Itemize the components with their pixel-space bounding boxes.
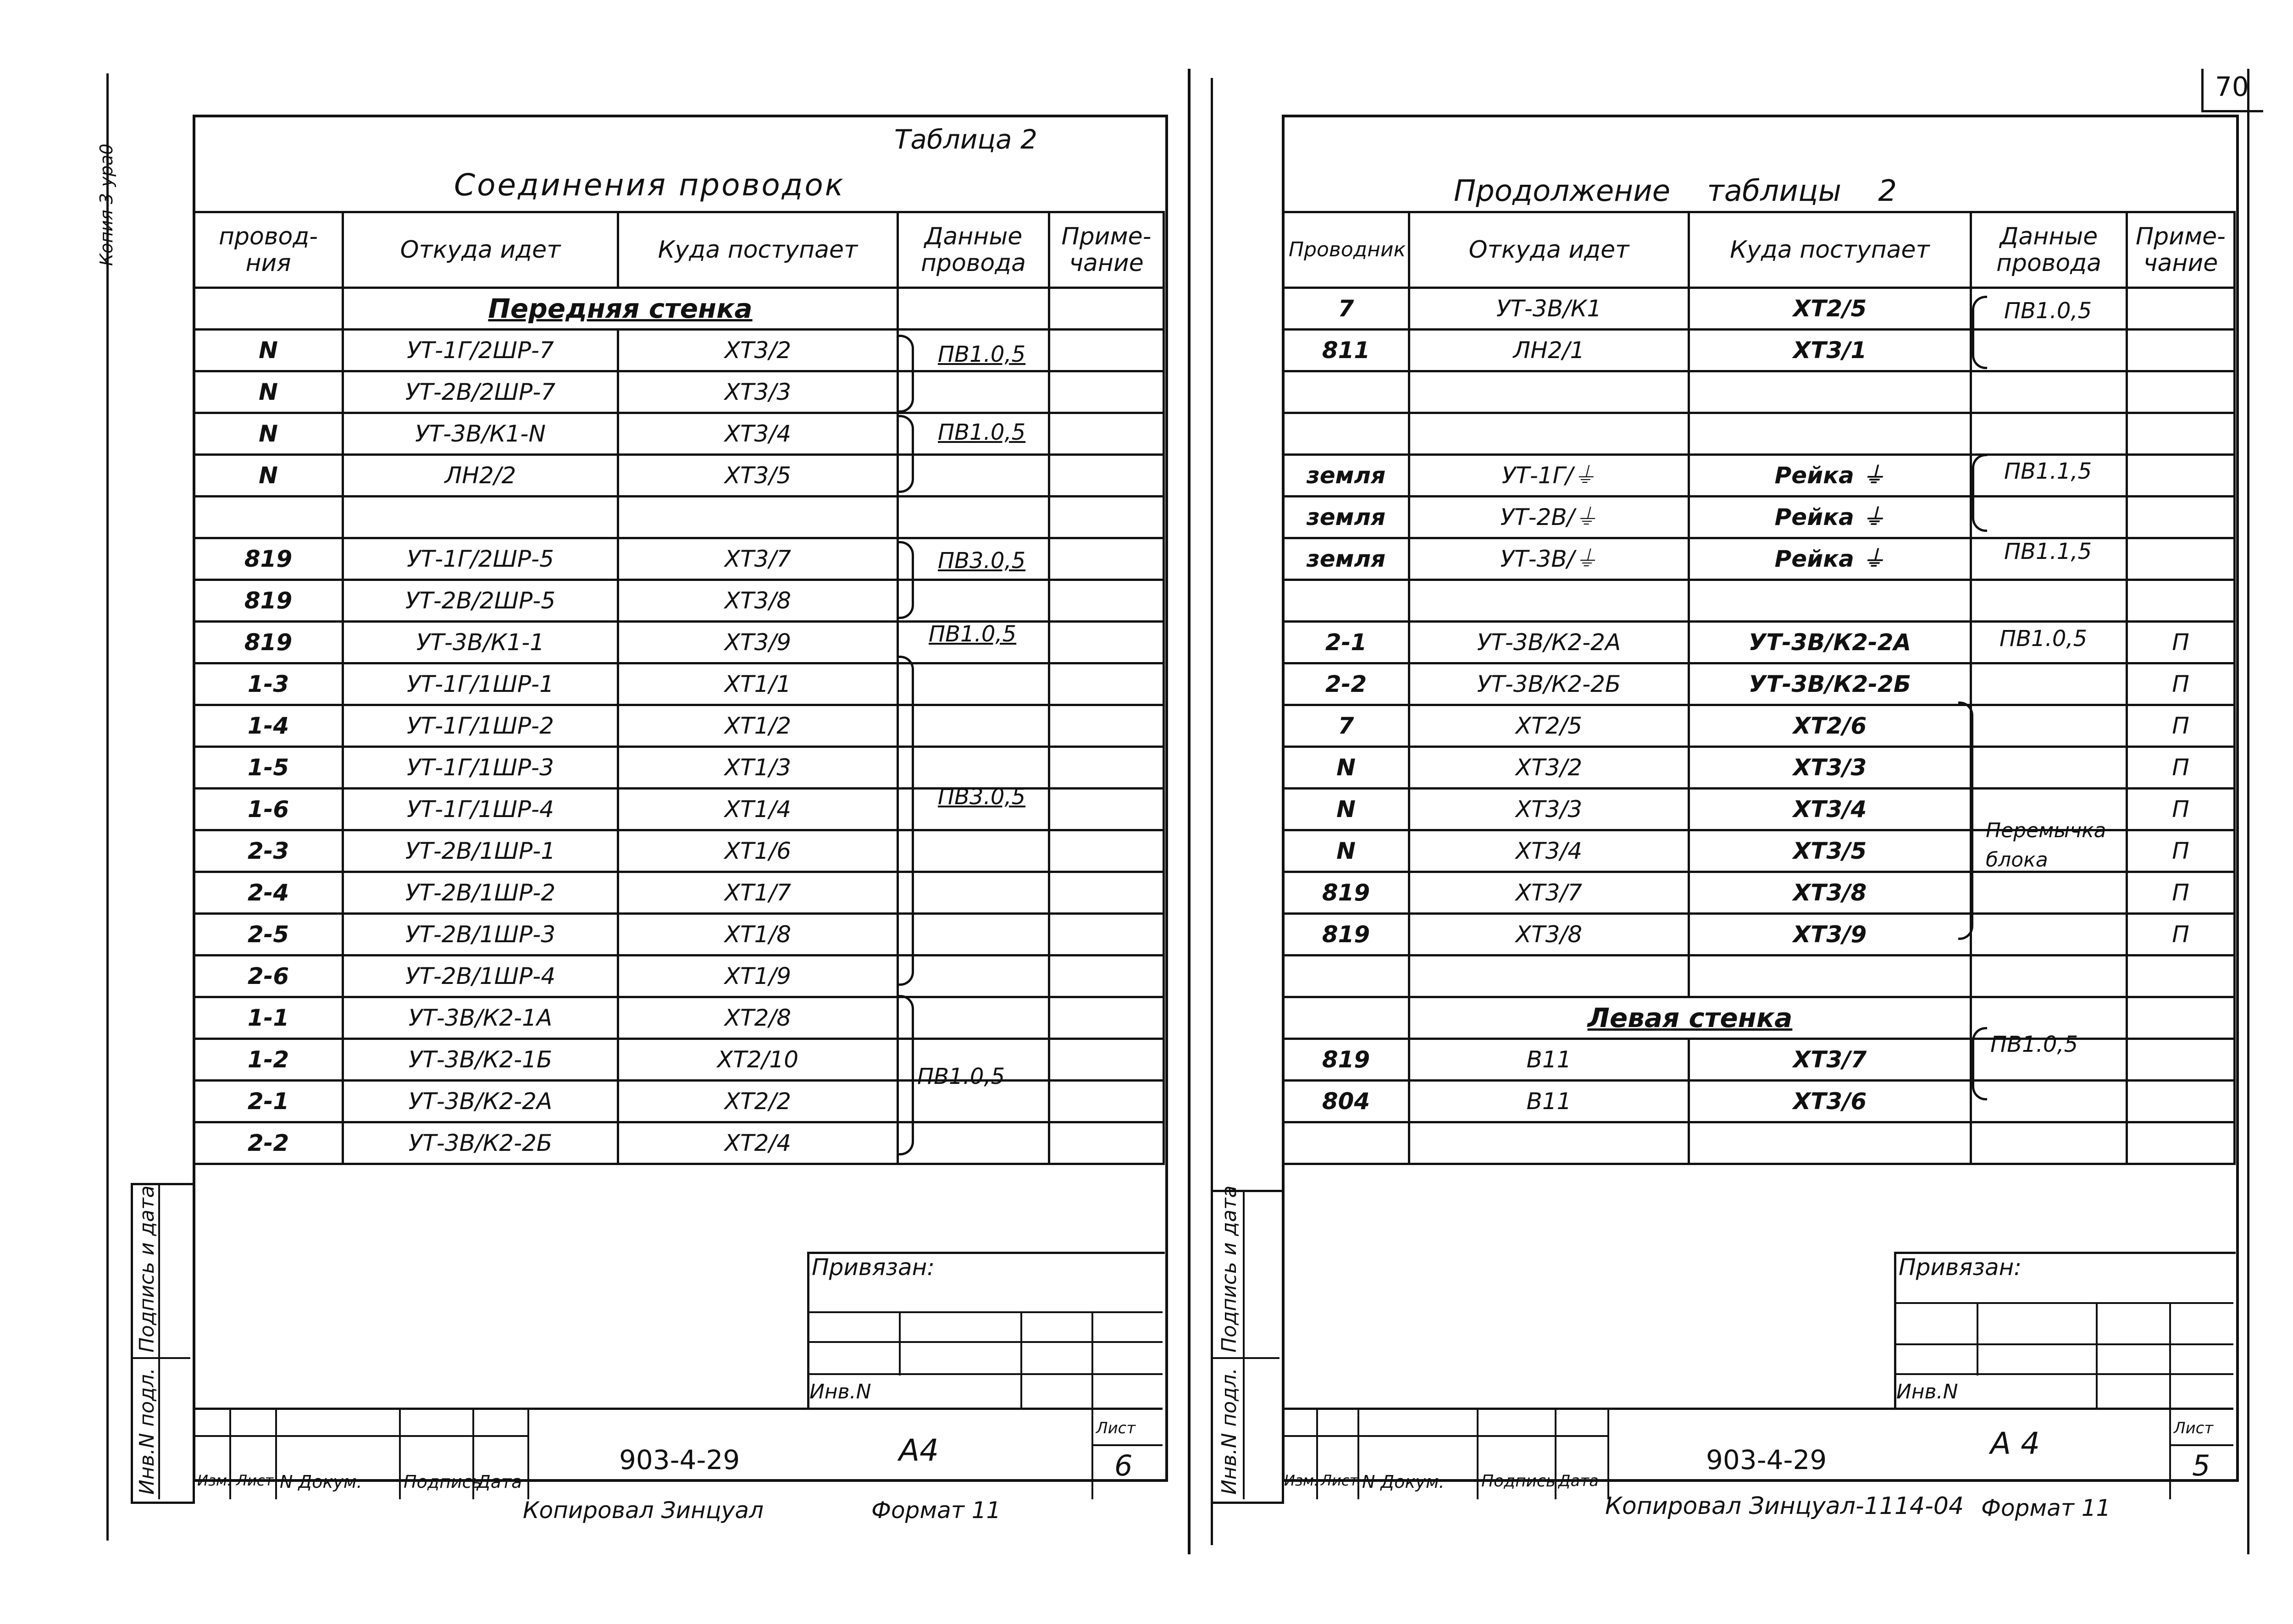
table-row: 2-1 УТ-3В/К2-2А ХТ2/2: [194, 1081, 1164, 1122]
table-row: 819 УТ-1Г/2ШР-5 ХТ3/7: [194, 538, 1164, 580]
left-sheet-label: Лист: [1096, 1419, 1136, 1437]
left-side-label-inv: Инв.N подл.: [135, 1368, 159, 1495]
left-wire-data-2: ПВ1.0,5: [938, 420, 1026, 445]
right-wire-data-3: ПВ1.1,5: [2004, 539, 2092, 564]
left-stamp-col-izm: Изм.: [197, 1472, 232, 1489]
left-col-header-to: Куда поступает: [618, 212, 898, 288]
side-note: Копия 3-ура0: [96, 144, 116, 266]
table-row: [1283, 371, 2235, 413]
table-row: N ХТ3/2 ХТ3/3 П: [1283, 747, 2235, 789]
table-row: [1283, 1122, 2235, 1164]
left-doc-code: 903-4-29: [619, 1444, 740, 1475]
right-stamp-grid-v6: [2169, 1408, 2171, 1499]
right-wire-data-4: ПВ1.0,5: [1999, 626, 2088, 652]
left-stamp-col-sign: Подпись: [404, 1472, 482, 1492]
right-sheet-label: Лист: [2174, 1419, 2214, 1437]
right-stamp-grid-v3: [1477, 1408, 1479, 1499]
right-col-header-note: Приме-чание: [2127, 212, 2235, 288]
right-doc-code: 903-4-29: [1706, 1444, 1827, 1475]
right-brace-1: [1972, 296, 1987, 369]
right-format-label: Формат 11: [1981, 1495, 2111, 1521]
table-row: N УТ-2В/2ШР-7 ХТ3/3: [194, 371, 1164, 413]
left-format-code: А4: [899, 1433, 939, 1468]
table-row: 7 УТ-3В/К1 ХТ2/5: [1283, 288, 2235, 330]
table-row: 2-5 УТ-2В/1ШР-3 ХТ1/8: [194, 914, 1164, 956]
left-stamp-grid-v5: [527, 1408, 529, 1499]
left-title: Соединения проводок: [454, 167, 845, 203]
table-row: 2-2 УТ-3В/К2-2Б УТ-3В/К2-2Б П: [1283, 663, 2235, 705]
left-priv-v2: [1020, 1311, 1022, 1408]
right-stamp-grid-v5: [1607, 1408, 1609, 1499]
left-priv-v1: [899, 1311, 901, 1375]
right-side-label-inv: Инв.N подл.: [1218, 1368, 1241, 1495]
right-side-label-sign: Подпись и дата: [1218, 1185, 1241, 1353]
left-sheet-number: 6: [1114, 1449, 1133, 1482]
right-stamp-col-list: Лист: [1321, 1472, 1358, 1489]
left-stamp-grid-v2: [275, 1408, 277, 1499]
right-title: Продолжение таблицы 2: [1454, 174, 1897, 208]
right-priv-v1: [1977, 1302, 1978, 1375]
left-col-header-data: Данные провода: [898, 212, 1049, 288]
left-brace-4: [899, 656, 914, 986]
table-row: 2-6 УТ-2В/1ШР-4 ХТ1/9: [194, 956, 1164, 997]
right-priv-h2: [1894, 1343, 2233, 1345]
table-row: 1-1 УТ-3В/К2-1А ХТ2/8: [194, 997, 1164, 1039]
left-wire-data-6: ПВ1.0,5: [917, 1064, 1005, 1089]
table-row: земля УТ-2В/⏚ Рейка ⏚: [1283, 497, 2235, 538]
left-col-header-note: Приме-чание: [1049, 212, 1164, 288]
right-side-box-div: [1243, 1190, 1245, 1499]
table-row: N ХТ3/4 ХТ3/5 П: [1283, 830, 2235, 872]
right-wire-data-1: ПВ1.0,5: [2004, 298, 2092, 324]
right-brace-4: [1972, 1027, 1987, 1100]
table-row: 1-4 УТ-1Г/1ШР-2 ХТ1/2: [194, 705, 1164, 747]
right-stamp-grid-h: [1282, 1435, 1607, 1437]
right-copied-by: Копировал Зинцуал-1114-04: [1605, 1492, 1964, 1520]
right-format-code: А 4: [1990, 1426, 2040, 1461]
right-brace-2: [1972, 454, 1987, 532]
right-wire-data-2: ПВ1.1,5: [2004, 458, 2092, 484]
table-row: земля УТ-3В/⏚ Рейка ⏚: [1283, 538, 2235, 580]
right-privyazan-label: Привязан:: [1899, 1254, 2022, 1281]
left-inv-label: Инв.N: [809, 1380, 871, 1403]
left-priv-h3: [807, 1373, 1163, 1375]
left-priv-h1: [807, 1311, 1163, 1313]
table-row: 1-5 УТ-1Г/1ШР-3 ХТ1/3: [194, 747, 1164, 789]
left-stamp-col-list: Лист: [236, 1472, 274, 1489]
table-row: земля УТ-1Г/⏚ Рейка ⏚: [1283, 455, 2235, 497]
left-col-header-wire: провод-ния: [194, 212, 343, 288]
left-side-box-h: [131, 1357, 190, 1359]
left-col-header-from: Откуда идет: [343, 212, 618, 288]
left-brace-2: [899, 415, 914, 493]
left-priv-v3: [1091, 1311, 1093, 1408]
right-col-header-data: Данные провода: [1971, 212, 2127, 288]
left-brace-5: [899, 995, 914, 1155]
left-stamp-grid-v6: [1091, 1408, 1093, 1499]
right-section-row: [1283, 997, 2235, 1039]
table-row: 1-2 УТ-3В/К2-1Б ХТ2/10: [194, 1039, 1164, 1081]
page-number: 70: [2215, 71, 2249, 102]
left-side-label-sign: Подпись и дата: [135, 1185, 159, 1353]
left-section-title: Передняя стенка: [343, 288, 898, 330]
left-table-label: Таблица 2: [894, 124, 1037, 155]
left-brace-1: [899, 335, 914, 413]
table-row: 819 ХТ3/7 ХТ3/8 П: [1283, 872, 2235, 914]
right-section-title: Левая стенка: [1409, 997, 1971, 1039]
table-row: 2-4 УТ-2В/1ШР-2 ХТ1/7: [194, 872, 1164, 914]
table-row: 2-3 УТ-2В/1ШР-1 ХТ1/6: [194, 830, 1164, 872]
table-row: 7 ХТ2/5 ХТ2/6 П: [1283, 705, 2235, 747]
right-page-edge: [2247, 69, 2249, 1554]
right-wire-data-6: ПВ1.0,5: [1990, 1032, 2078, 1057]
right-priv-v3: [2169, 1302, 2171, 1408]
left-stamp-grid-h: [193, 1435, 527, 1437]
table-row: 819 УТ-2В/2ШР-5 ХТ3/8: [194, 580, 1164, 622]
right-stamp-col-doc: N Докум.: [1362, 1472, 1445, 1492]
right-col-header-from: Откуда идет: [1409, 212, 1689, 288]
right-stamp-col-sign: Подпись: [1481, 1472, 1556, 1491]
left-privyazan-label: Привязан:: [812, 1254, 935, 1281]
right-stamp-col-izm: Изм.: [1284, 1472, 1319, 1489]
left-section-row: [194, 288, 1164, 330]
right-priv-h1: [1894, 1302, 2233, 1304]
left-format-label: Формат 11: [871, 1497, 1001, 1524]
right-stamp-grid-h2: [2169, 1444, 2233, 1446]
table-row: 1-3 УТ-1Г/1ШР-1 ХТ1/1: [194, 663, 1164, 705]
right-stamp-col-date: Дата: [1558, 1472, 1599, 1490]
table-row: [1283, 580, 2235, 622]
left-wire-data-4: ПВ1.0,5: [929, 621, 1017, 647]
table-row: 1-6 УТ-1Г/1ШР-4 ХТ1/4: [194, 789, 1164, 830]
left-wire-data-1: ПВ1.0,5: [938, 342, 1026, 367]
table-row: 819 УТ-3В/К1-1 ХТ3/9: [194, 622, 1164, 663]
right-brace-3: [1958, 702, 1973, 940]
right-priv-v2: [2096, 1302, 2098, 1408]
left-stamp-grid-h2: [1091, 1444, 1163, 1446]
right-wire-data-5: Перемычка блока: [1986, 819, 2106, 872]
table-row: 2-2 УТ-3В/К2-2Б ХТ2/4: [194, 1122, 1164, 1164]
right-sheet-number: 5: [2192, 1449, 2210, 1482]
table-row: 819 ХТ3/8 ХТ3/9 П: [1283, 914, 2235, 956]
center-page-edge-1: [1188, 69, 1191, 1554]
right-col-header-to: Куда поступает: [1689, 212, 1971, 288]
left-stamp-grid-v3: [399, 1408, 401, 1499]
right-inv-label: Инв.N: [1896, 1380, 1958, 1403]
left-wire-data-5: ПВ3.0,5: [938, 784, 1026, 810]
table-row: N ЛН2/2 ХТ3/5: [194, 455, 1164, 497]
table-row: 811 ЛН2/1 ХТ3/1: [1283, 330, 2235, 371]
left-stamp-col-doc: N Докум.: [280, 1472, 362, 1492]
table-row: [1283, 956, 2235, 997]
left-priv-h2: [807, 1341, 1163, 1343]
table-row: 2-1 УТ-3В/К2-2А УТ-3В/К2-2А П: [1283, 622, 2235, 663]
right-col-header-wire: Проводник: [1283, 212, 1409, 288]
table-row: [194, 497, 1164, 538]
left-wire-data-3: ПВ3.0,5: [938, 548, 1026, 574]
table-row: 819 В11 ХТ3/7: [1283, 1039, 2235, 1081]
right-side-box-h: [1211, 1357, 1279, 1359]
left-page-edge: [106, 73, 109, 1541]
table-row: 804 В11 ХТ3/6: [1283, 1081, 2235, 1122]
table-row: N УТ-3В/К1-N ХТ3/4: [194, 413, 1164, 455]
left-brace-3: [899, 541, 914, 619]
left-header-row: [194, 212, 1164, 288]
left-stamp-col-date: Дата: [477, 1472, 522, 1492]
right-connections-table: [1282, 211, 2236, 1165]
right-priv-h3: [1894, 1373, 2233, 1375]
left-copied-by: Копировал Зинцуал: [523, 1497, 764, 1524]
table-row: N ХТ3/3 ХТ3/4 П: [1283, 789, 2235, 830]
table-row: N УТ-1Г/2ШР-7 ХТ3/2: [194, 330, 1164, 371]
right-header-row: [1283, 212, 2235, 288]
table-row: [1283, 413, 2235, 455]
